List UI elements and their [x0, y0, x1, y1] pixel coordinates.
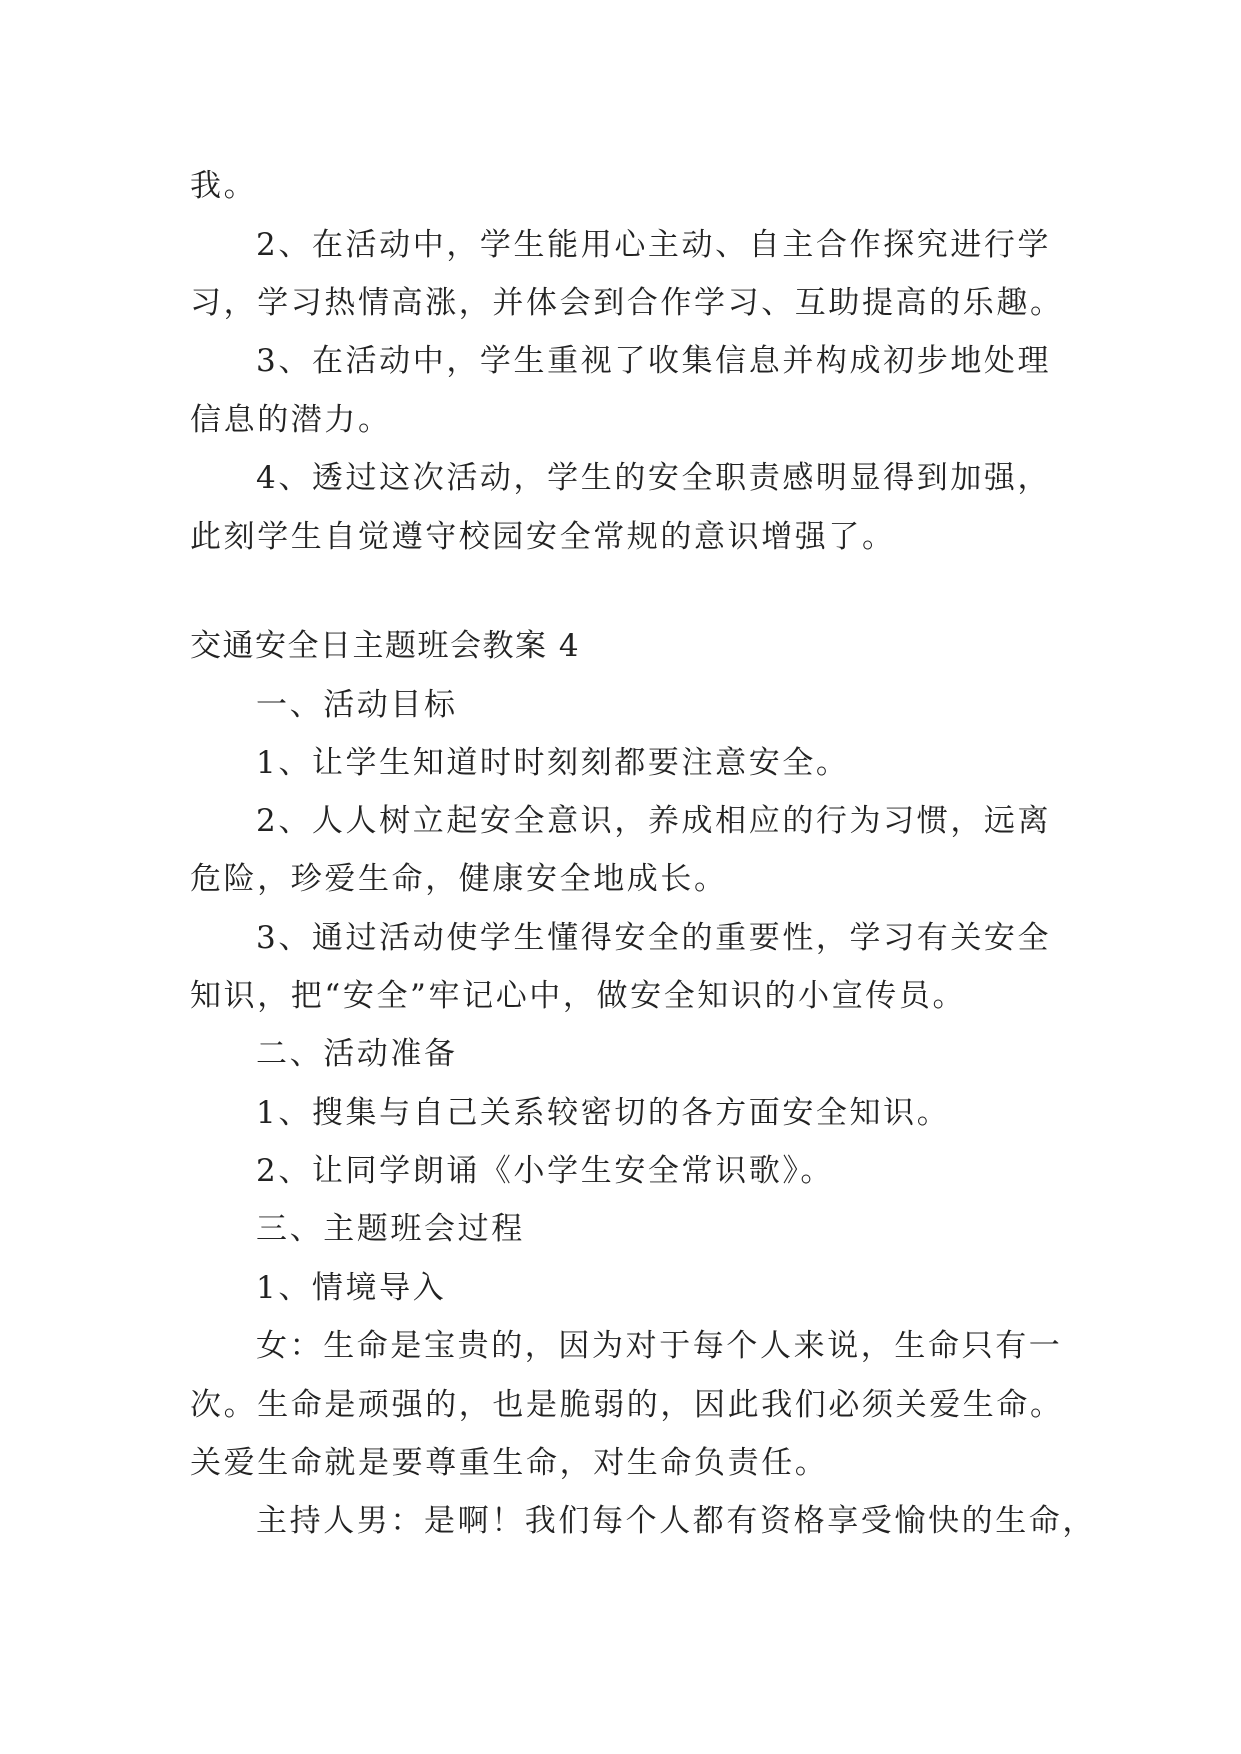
text-line: 关爱生命就是要尊重生命，对生命负责任。	[190, 1445, 829, 1481]
text-line: 知识，把“安全”牢记心中，做安全知识的小宣传员。	[190, 978, 967, 1014]
text-line: 一、活动目标	[256, 687, 458, 723]
text-line: 1、搜集与自己关系较密切的各方面安全知识。	[256, 1095, 951, 1131]
text-line: 3、通过活动使学生懂得安全的重要性，学习有关安全	[256, 920, 1052, 956]
text-line: 2、在活动中，学生能用心主动、自主合作探究进行学	[256, 227, 1052, 263]
text-line: 2、让同学朗诵《小学生安全常识歌》。	[256, 1153, 835, 1189]
text-line: 三、主题班会过程	[256, 1211, 525, 1247]
text-line: 1、让学生知道时时刻刻都要注意安全。	[256, 745, 850, 781]
text-line: 次。生命是顽强的，也是脆弱的，因此我们必须关爱生命。	[190, 1387, 1064, 1423]
text-line: 二、活动准备	[256, 1036, 458, 1072]
section-title: 交通安全日主题班会教案 4	[190, 628, 581, 664]
text-line: 1、情境导入	[256, 1270, 447, 1306]
text-line: 危险，珍爱生命，健康安全地成长。	[190, 861, 728, 897]
text-line: 信息的潜力。	[190, 402, 392, 438]
text-line: 习，学习热情高涨，并体会到合作学习、互助提高的乐趣。	[190, 285, 1064, 321]
text-line: 女：生命是宝贵的，因为对于每个人来说，生命只有一	[256, 1328, 1063, 1364]
text-line: 2、人人树立起安全意识，养成相应的行为习惯，远离	[256, 803, 1052, 839]
text-line: 我。	[190, 168, 258, 204]
text-line: 3、在活动中，学生重视了收集信息并构成初步地处理	[256, 343, 1052, 379]
text-line: 主持人男：是啊！我们每个人都有资格享受愉快的生命，	[256, 1503, 1096, 1539]
text-line: 4、透过这次活动，学生的安全职责感明显得到加强，	[256, 460, 1052, 496]
text-line: 此刻学生自觉遵守校园安全常规的意识增强了。	[190, 519, 896, 555]
